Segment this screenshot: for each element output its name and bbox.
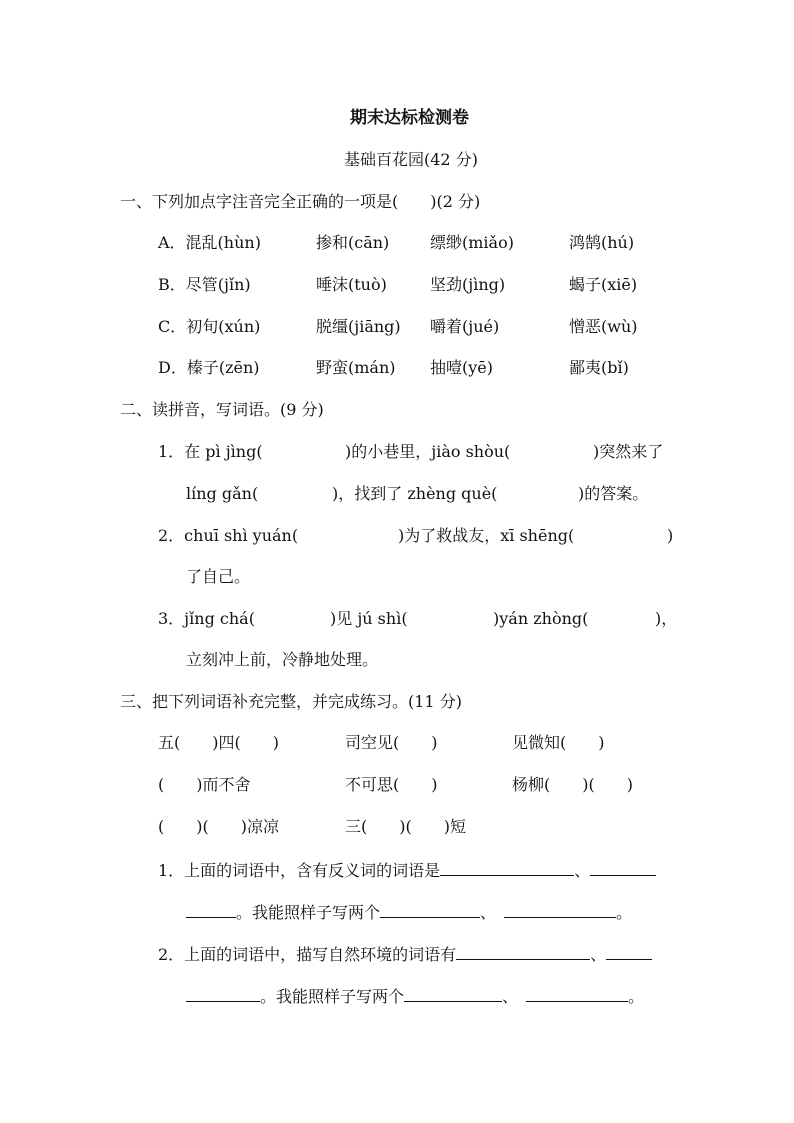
- q3-p2-text: 。我能照样子写两个: [260, 987, 405, 1006]
- q3-idiom: 见微知( ): [512, 733, 605, 752]
- q1-option-b-item: 坚劲(jìng): [430, 275, 506, 294]
- q2-s1b-part: )，找到了 zhèng què(: [332, 484, 498, 503]
- q2-s3b: 立刻冲上前，冷静地处理。: [186, 650, 379, 669]
- answer-blank[interactable]: [456, 943, 590, 960]
- q1-option-a: A．混乱(hùn): [158, 233, 261, 252]
- q2-s1b-part: )的答案。: [578, 484, 649, 503]
- q3-idiom: 三( )( )短: [345, 817, 466, 836]
- q1-option-d-item: 野蛮(mán): [316, 358, 396, 377]
- q3-p2-line1: [158, 943, 652, 965]
- q3-p1-text: 。: [616, 903, 633, 922]
- q1-option-c-item: 憎恶(wù): [569, 317, 638, 336]
- q3-p1-text: 、: [574, 861, 591, 880]
- answer-blank[interactable]: [440, 859, 574, 876]
- q2-s2-part: )为了救战友，xī shēng(: [398, 526, 575, 545]
- q3-p1-line2: [186, 901, 632, 923]
- q1-option-c-item: 脱缰(jiāng): [316, 317, 401, 336]
- q3-stem: 三、把下列词语补充完整，并完成练习。(11 分): [120, 692, 462, 711]
- q2-s3-part: )yán zhòng(: [493, 609, 589, 628]
- q2-s1b-part: líng gǎn(: [186, 484, 259, 503]
- q1-option-d-item: 抽噎(yē): [430, 358, 493, 377]
- q3-idiom: ( )而不舍: [158, 775, 251, 794]
- q3-idiom: ( )( )凉凉: [158, 817, 279, 836]
- q3-p2-text: 、: [502, 987, 519, 1006]
- q3-p2-text: 。: [628, 987, 645, 1006]
- q1-option-d-item: 鄙夷(bǐ): [569, 358, 629, 377]
- q3-idiom: 不可思( ): [345, 775, 438, 794]
- q1-option-a-item: 鸿鹄(hú): [569, 233, 635, 252]
- q1-option-a-item: 缥缈(miǎo): [430, 233, 514, 252]
- q2-s2-part: 2．chuī shì yuán(: [158, 526, 299, 545]
- q3-p1-text: 1．上面的词语中，含有反义词的词语是: [158, 861, 441, 880]
- q2-s2b: 了自己。: [186, 567, 251, 586]
- q3-p2-text: 2．上面的词语中，描写自然环境的词语有: [158, 945, 457, 964]
- q2-s2-part: ): [667, 526, 674, 545]
- q2-s3-part: )，: [655, 609, 678, 628]
- q3-idiom: 五( )四( ): [158, 733, 279, 752]
- q3-p1-text: 、: [480, 903, 497, 922]
- answer-blank[interactable]: [526, 985, 628, 1002]
- q1-option-b: B．尽管(jǐn): [158, 275, 251, 294]
- q2-s1-part: )的小巷里，jiào shòu(: [345, 442, 511, 461]
- q2-s3-part: )见 jú shì(: [330, 609, 408, 628]
- q1-option-a-item: 掺和(cān): [316, 233, 390, 252]
- answer-blank[interactable]: [590, 859, 656, 876]
- q1-option-d: D．榛子(zēn): [158, 358, 260, 377]
- q3-p1-line1: [158, 859, 656, 881]
- q1-option-c-item: 嚼着(jué): [430, 317, 500, 336]
- answer-blank[interactable]: [186, 985, 260, 1002]
- q1-stem: 一、下列加点字注音完全正确的一项是( )(2 分): [120, 192, 481, 211]
- q3-idiom: 杨柳( )( ): [512, 775, 633, 794]
- q3-idiom: 司空见( ): [345, 733, 438, 752]
- answer-blank[interactable]: [186, 901, 236, 918]
- answer-blank[interactable]: [606, 943, 652, 960]
- q2-s1-part: 1．在 pì jìng(: [158, 442, 263, 461]
- q1-option-b-item: 蝎子(xiē): [569, 275, 638, 294]
- q3-p2-line2: [186, 985, 644, 1007]
- q2-s3-part: 3．jǐng chá(: [158, 609, 255, 628]
- answer-blank[interactable]: [504, 901, 616, 918]
- answer-blank[interactable]: [380, 901, 480, 918]
- q1-option-c: C．初旬(xún): [158, 317, 261, 336]
- q2-s1-part: )突然来了: [593, 442, 664, 461]
- q3-p2-text: 、: [590, 945, 607, 964]
- q2-stem: 二、读拼音，写词语。(9 分): [120, 400, 324, 419]
- answer-blank[interactable]: [404, 985, 502, 1002]
- q1-option-b-item: 唾沫(tuò): [316, 275, 387, 294]
- page-title: 期末达标检测卷: [350, 108, 469, 128]
- section-subtitle: 基础百花园(42 分): [344, 150, 478, 169]
- q3-p1-text: 。我能照样子写两个: [236, 903, 381, 922]
